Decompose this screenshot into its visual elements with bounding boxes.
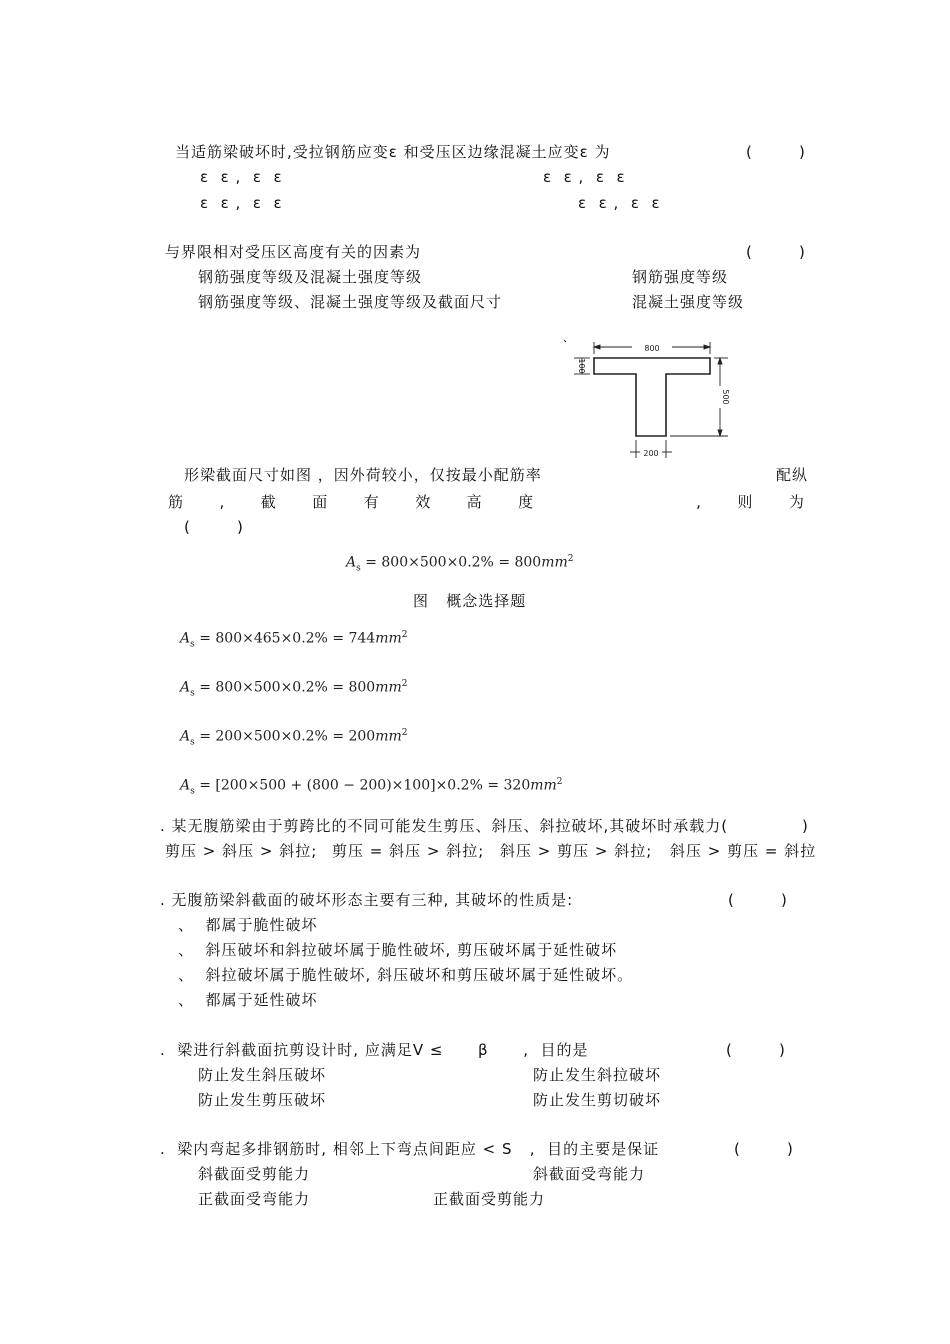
q4-option-d: 斜压 > 剪压 = 斜拉 [670, 842, 817, 860]
q6-option-b: 防止发生斜拉破坏 [533, 1066, 662, 1084]
q3-word: , [696, 493, 701, 511]
q2-option-c: 钢筋强度等级、混凝土强度等级及截面尺寸 [198, 293, 503, 311]
formula-exp: 2 [567, 554, 574, 564]
q6-option-c: 防止发生剪压破坏 [198, 1091, 327, 1109]
q7-stem: . 梁内弯起多排钢筋时, 相邻上下弯点间距应 < S , 目的主要是保证 [160, 1140, 660, 1158]
q4-stem: . 某无腹筋梁由于剪跨比的不同可能发生剪压、斜压、斜拉破坏,其破坏时承载力( [160, 817, 729, 835]
formula-unit: mm [530, 777, 557, 794]
dim-height-label: 500 [721, 389, 730, 405]
q3-stem-line1-end: 配纵 [776, 466, 809, 484]
q3-word: 则 [737, 493, 753, 511]
formula-exp: 2 [401, 679, 408, 689]
q3-answer-paren[interactable]: ( ) [184, 518, 244, 536]
symbol-a: A [346, 554, 357, 571]
q2-option-b: 钢筋强度等级 [632, 268, 729, 286]
symbol-a: A [180, 777, 191, 794]
formula-expr: 200×500×0.2% = 200 [215, 728, 376, 745]
symbol-a: A [180, 679, 191, 696]
formula-unit: mm [375, 728, 402, 745]
q6-answer-paren[interactable]: ( ) [726, 1041, 786, 1059]
q6-option-a: 防止发生斜压破坏 [198, 1066, 327, 1084]
q7-answer-paren[interactable]: ( ) [734, 1140, 794, 1158]
q3-option-b: $A_s = 800\times 500\times 0.2\% = 800mm^2$ [180, 679, 408, 699]
q4-option-b: 剪压 = 斜压 > 斜拉; [332, 842, 485, 860]
q2-option-d: 混凝土强度等级 [632, 293, 745, 311]
formula-expr: 800×465×0.2% = 744 [215, 630, 376, 647]
q1-option-d: ε ε , ε ε [578, 194, 661, 212]
dim-flange-label: 100 [577, 358, 586, 374]
q1-option-b: ε ε , ε ε [543, 168, 626, 186]
formula-exp: 2 [401, 630, 408, 640]
q5-option-a: 、 都属于脆性破坏 [178, 916, 318, 934]
q6-stem: . 梁进行斜截面抗剪设计时, 应满足V ≤ β , 目的是 [160, 1041, 589, 1059]
q3-stem-line2 [168, 492, 804, 512]
dim-web-label: 200 [643, 449, 659, 458]
symbol-sub: s [190, 786, 195, 797]
q5-answer-paren[interactable]: ( ) [728, 891, 788, 909]
q5-option-c: 、 斜拉破坏属于脆性破坏, 斜压破坏和剪压破坏属于延性破坏。 [178, 966, 634, 984]
symbol-a: A [180, 728, 191, 745]
q3-word: 为 [788, 493, 804, 511]
q2-answer-paren[interactable]: ( ) [746, 243, 806, 261]
q5-option-b: 、 斜压破坏和斜拉破坏属于脆性破坏, 剪压破坏属于延性破坏 [178, 941, 618, 959]
q3-formula: $A_s = 800\times 500\times 0.2\% = 800mm^2$ [346, 554, 574, 574]
q3-option-c: $A_s = 200\times 500\times 0.2\% = 200mm^2$ [180, 728, 408, 748]
q3-word: 筋 [168, 493, 184, 511]
formula-exp: 2 [401, 728, 408, 738]
q7-option-d: 正截面受剪能力 [433, 1190, 546, 1208]
q4-option-a: 剪压 > 斜压 > 斜拉; [165, 842, 318, 860]
q2-option-a: 钢筋强度等级及混凝土强度等级 [198, 268, 423, 286]
q7-option-b: 斜截面受弯能力 [533, 1165, 646, 1183]
formula-expr: 800×500×0.2% = 800 [381, 554, 542, 571]
q1-option-c: ε ε , ε ε [200, 194, 283, 212]
symbol-sub: s [190, 639, 195, 650]
q5-stem: . 无腹筋梁斜截面的破坏形态主要有三种, 其破坏的性质是: [160, 891, 574, 909]
formula-exp: 2 [556, 777, 563, 787]
symbol-sub: s [190, 737, 195, 748]
symbol-a: A [180, 630, 191, 647]
q3-word: , [219, 493, 225, 511]
symbol-sub: s [190, 688, 195, 699]
q3-word: 面 [312, 493, 328, 511]
q1-answer-paren[interactable]: ( ) [746, 143, 806, 161]
formula-expr: [200×500 + (800 − 200)×100]×0.2% = 320 [215, 777, 531, 794]
q2-stem: 与界限相对受压区高度有关的因素为 [165, 243, 422, 261]
symbol-sub: s [356, 563, 361, 574]
formula-unit: mm [541, 554, 568, 571]
q3-option-d: $A_s = [200\times 500 + (800 - 200)\times 100]\times 0.2\% = 320mm^2$ [180, 777, 563, 797]
formula-expr: 800×500×0.2% = 800 [215, 679, 376, 696]
q7-option-c: 正截面受弯能力 [198, 1190, 311, 1208]
figure-caption: 图 概念选择题 [413, 592, 527, 610]
q3-word: 度 [518, 493, 534, 511]
q5-option-d: 、 都属于延性破坏 [178, 991, 318, 1009]
q7-option-a: 斜截面受剪能力 [198, 1165, 311, 1183]
dim-top-label: 800 [644, 344, 660, 353]
q3-word: 截 [260, 493, 276, 511]
q1-stem: 当适筋梁破坏时,受拉钢筋应变ε 和受压区边缘混凝土应变ε 为 [175, 143, 611, 161]
q6-option-d: 防止发生剪切破坏 [533, 1091, 662, 1109]
t-section-figure [560, 336, 740, 464]
q3-word: 效 [415, 493, 431, 511]
q3-blank [570, 492, 660, 512]
q3-word: 高 [466, 493, 482, 511]
q1-option-a: ε ε , ε ε [200, 168, 283, 186]
q3-word: 有 [363, 493, 379, 511]
q3-option-a: $A_s = 800\times 465\times 0.2\% = 744mm^2$ [180, 630, 408, 650]
formula-unit: mm [375, 679, 402, 696]
q3-stem-line1: 形梁截面尺寸如图 ，因外荷较小，仅按最小配筋率 [184, 466, 542, 484]
q4-answer-paren-close[interactable]: ) [802, 817, 809, 835]
formula-unit: mm [375, 630, 402, 647]
q4-option-c: 斜压 > 剪压 > 斜拉; [500, 842, 653, 860]
